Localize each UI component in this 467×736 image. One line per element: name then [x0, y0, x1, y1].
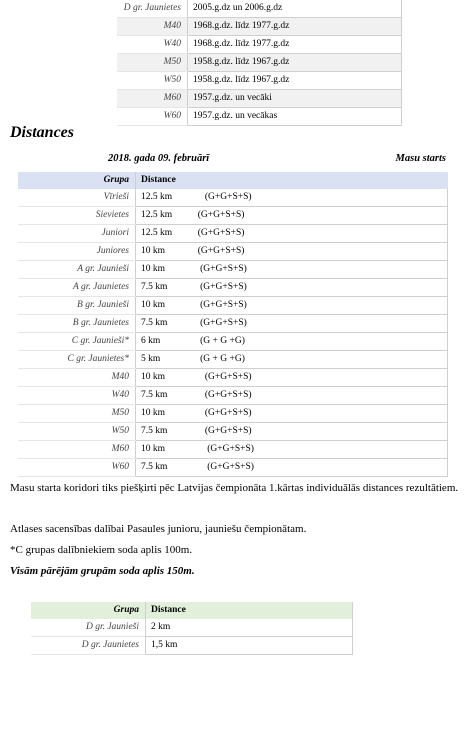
table-row — [117, 36, 402, 54]
table-header-row — [18, 172, 448, 189]
table-row — [117, 54, 402, 72]
group-cell: Juniori — [18, 225, 136, 243]
distance-km: 6 km — [141, 336, 161, 346]
header-group: Grupa — [31, 602, 146, 619]
table-header-row — [31, 602, 353, 619]
distance-format: (G+G+S+S) — [193, 426, 252, 436]
distance-format: (G+G+S+S) — [193, 408, 252, 418]
table-row — [31, 637, 353, 655]
group-cell: D gr. Jaunietes — [31, 637, 146, 655]
distance-format: (G+G+S+S) — [193, 462, 254, 472]
group-cell: B gr. Jaunieši — [18, 297, 136, 315]
group-cell: M50 — [18, 405, 136, 423]
group-cell: M40 — [117, 18, 188, 36]
distance-cell — [136, 261, 448, 279]
group-cell: M50 — [117, 54, 188, 72]
table-row — [18, 351, 448, 369]
start-type: Masu starts — [395, 153, 446, 164]
table-row — [18, 243, 448, 261]
table-row — [18, 297, 448, 315]
table-row — [18, 405, 448, 423]
table-row — [18, 261, 448, 279]
group-cell: Vīrieši — [18, 189, 136, 207]
distance-format: (G+G+S+S) — [193, 282, 247, 292]
birth-years-cell: 1957.g.dz. un vecākas — [188, 108, 402, 126]
d-group-distances-table — [31, 602, 353, 655]
group-cell: C gr. Jaunieši* — [18, 333, 136, 351]
table-row — [18, 441, 448, 459]
distance-cell — [136, 369, 448, 387]
distance-cell: 1,5 km — [146, 637, 353, 655]
table-row — [18, 189, 448, 207]
distance-format: (G + G +G) — [193, 354, 245, 364]
distance-km: 12.5 km — [141, 210, 173, 220]
group-cell: D gr. Jaunietes — [117, 0, 188, 18]
section-title: Distances — [10, 124, 74, 141]
distance-km: 10 km — [141, 246, 166, 256]
table-row — [18, 315, 448, 333]
table-row — [18, 279, 448, 297]
distance-km: 10 km — [141, 264, 166, 274]
table-row — [18, 207, 448, 225]
age-groups-table — [117, 0, 402, 126]
birth-years-cell: 1968.g.dz. līdz 1977.g.dz — [188, 36, 402, 54]
distance-format: (G + G +G) — [193, 336, 245, 346]
birth-years-cell: 2005.g.dz un 2006.g.dz — [188, 0, 402, 18]
distance-cell — [136, 351, 448, 369]
distance-cell — [136, 279, 448, 297]
header-group: Grupa — [18, 172, 136, 189]
distance-format: (G+G+S+S) — [193, 228, 245, 238]
distance-km: 7.5 km — [141, 282, 168, 292]
table-row — [117, 0, 402, 18]
group-cell: B gr. Jaunietes — [18, 315, 136, 333]
group-cell: C gr. Jaunietes* — [18, 351, 136, 369]
distance-cell — [136, 225, 448, 243]
table-row — [117, 18, 402, 36]
distance-cell — [136, 441, 448, 459]
distance-km: 7.5 km — [141, 318, 168, 328]
group-cell: W60 — [18, 459, 136, 477]
group-cell: M60 — [18, 441, 136, 459]
distance-cell: 2 km — [146, 619, 353, 637]
distance-cell — [136, 207, 448, 225]
distance-cell — [136, 405, 448, 423]
birth-years-cell: 1958.g.dz. līdz 1967.g.dz — [188, 54, 402, 72]
group-cell: W40 — [18, 387, 136, 405]
distance-format: (G+G+S+S) — [193, 390, 252, 400]
distance-km: 7.5 km — [141, 426, 168, 436]
table-row — [18, 369, 448, 387]
group-cell: D gr. Jaunieši — [31, 619, 146, 637]
distance-km: 5 km — [141, 354, 161, 364]
note-c-group-penalty: *C grupas dalībniekiem soda aplis 100m. — [10, 544, 193, 556]
table-row — [117, 72, 402, 90]
note-start-corridors: Masu starta koridori tiks piešķirti pēc Latvijas čempionāta 1.kārtas individuālās distances rezultātiem. — [10, 482, 459, 494]
distance-cell — [136, 423, 448, 441]
birth-years-cell: 1968.g.dz. līdz 1977.g.dz — [188, 18, 402, 36]
event-date: 2018. gada 09. februārī — [108, 153, 210, 164]
birth-years-cell: 1957.g.dz. un vecāki — [188, 90, 402, 108]
table-row — [18, 333, 448, 351]
distances-table — [18, 172, 448, 477]
note-qualification: Atlases sacensības dalībai Pasaules junioru, jauniešu čempionātam. — [10, 523, 307, 535]
header-distance: Distance — [136, 172, 448, 189]
group-cell: A gr. Jaunieši — [18, 261, 136, 279]
distance-km: 7.5 km — [141, 462, 168, 472]
distance-cell — [136, 315, 448, 333]
note-other-groups-penalty: Visām pārējām grupām soda aplis 150m. — [10, 565, 195, 577]
table-row — [31, 619, 353, 637]
distance-format: (G+G+S+S) — [193, 246, 245, 256]
table-row — [18, 225, 448, 243]
distance-format: (G+G+S+S) — [193, 264, 247, 274]
distance-km: 10 km — [141, 408, 166, 418]
distance-format: (G+G+S+S) — [193, 210, 245, 220]
group-cell: W40 — [117, 36, 188, 54]
group-cell: M40 — [18, 369, 136, 387]
distance-km: 12.5 km — [141, 192, 173, 202]
table-row — [117, 108, 402, 126]
distance-km: 7.5 km — [141, 390, 168, 400]
group-cell: W50 — [18, 423, 136, 441]
group-cell: A gr. Jaunietes — [18, 279, 136, 297]
distance-cell — [136, 387, 448, 405]
distance-format: (G+G+S+S) — [193, 372, 252, 382]
distance-format: (G+G+S+S) — [193, 444, 254, 454]
distance-km: 10 km — [141, 372, 166, 382]
distance-format: (G+G+S+S) — [193, 192, 252, 202]
group-cell: Juniores — [18, 243, 136, 261]
group-cell: M60 — [117, 90, 188, 108]
distance-km: 12.5 km — [141, 228, 173, 238]
table-row — [18, 423, 448, 441]
distance-cell — [136, 189, 448, 207]
header-distance: Distance — [146, 602, 353, 619]
distance-cell — [136, 333, 448, 351]
table-row — [18, 387, 448, 405]
group-cell: W50 — [117, 72, 188, 90]
distance-cell — [136, 297, 448, 315]
table-row — [18, 459, 448, 477]
birth-years-cell: 1958.g.dz. līdz 1967.g.dz — [188, 72, 402, 90]
distance-cell — [136, 459, 448, 477]
distance-format: (G+G+S+S) — [193, 300, 247, 310]
group-cell: Sievietes — [18, 207, 136, 225]
table-row — [117, 90, 402, 108]
distance-km: 10 km — [141, 300, 166, 310]
distance-cell — [136, 243, 448, 261]
distance-format: (G+G+S+S) — [193, 318, 247, 328]
group-cell: W60 — [117, 108, 188, 126]
distance-km: 10 km — [141, 444, 166, 454]
